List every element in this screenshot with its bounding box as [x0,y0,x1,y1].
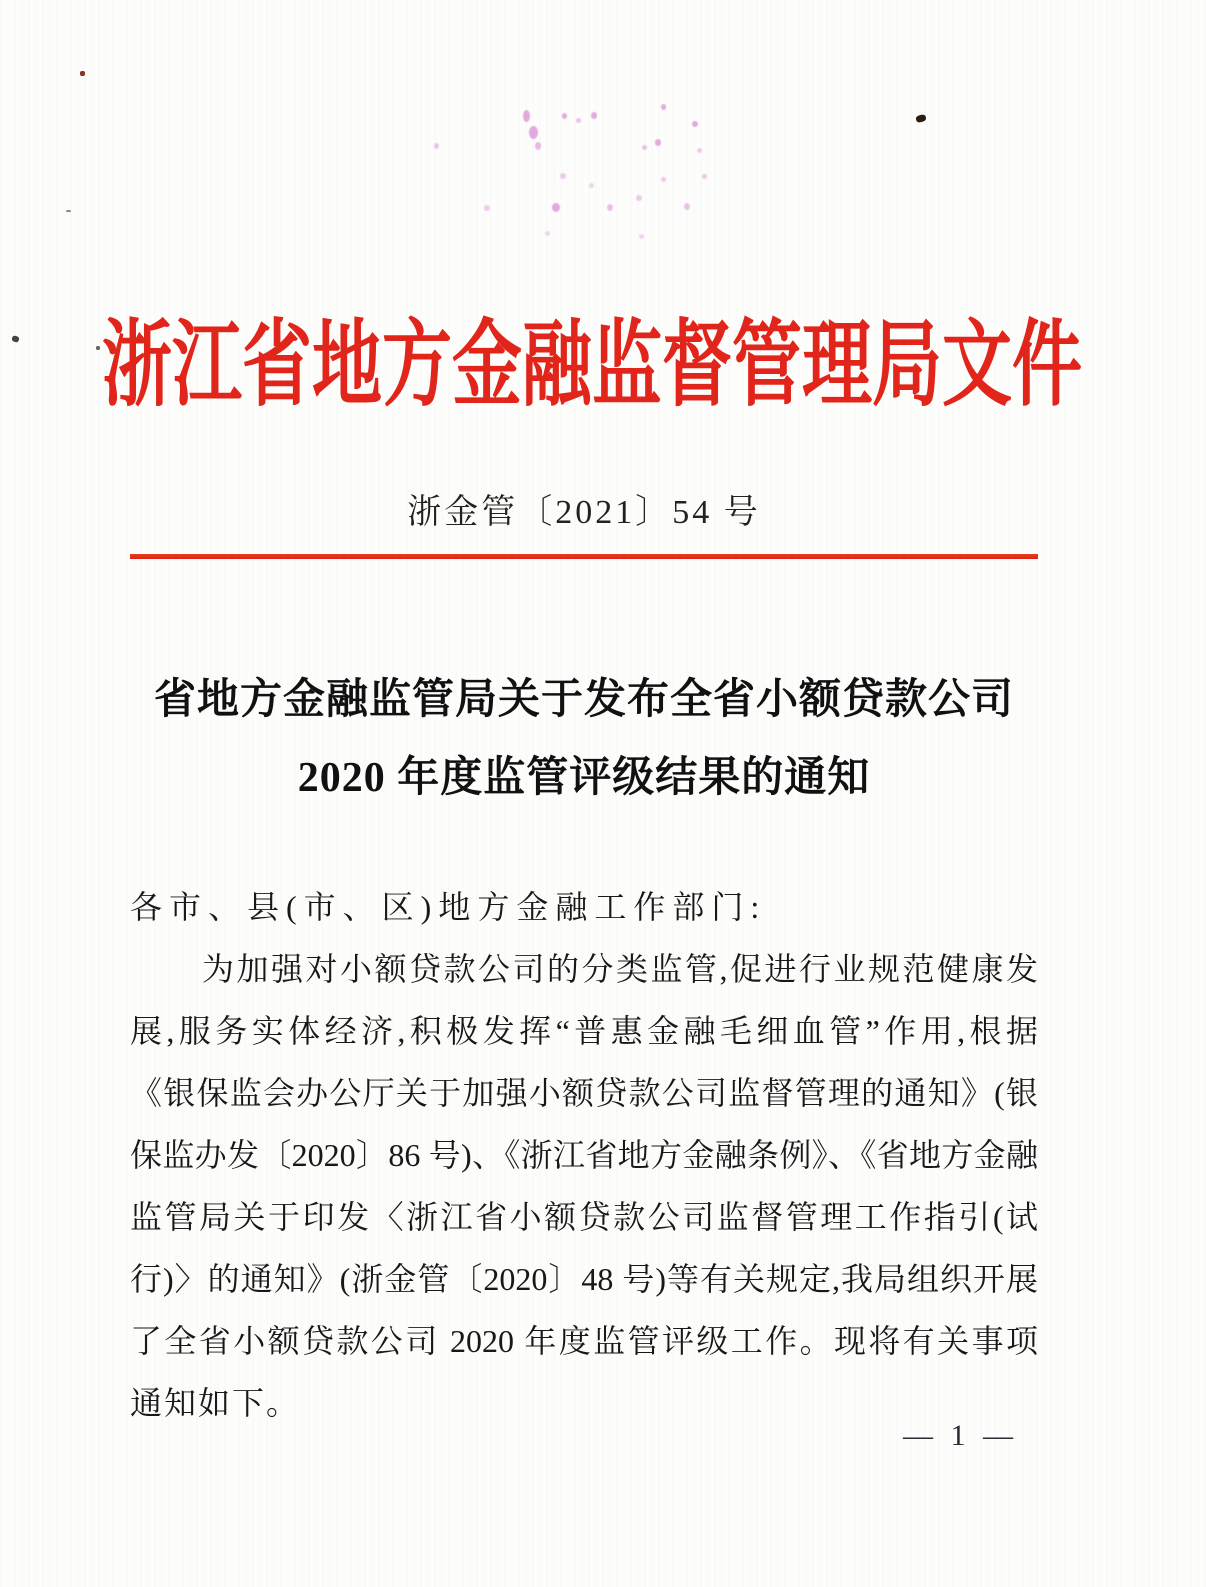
body-line: 行)〉的通知》(浙金管〔2020〕48 号)等有关规定,我局组织开展 [130,1261,1038,1297]
body-line: 为加强对小额贷款公司的分类监管,促进行业规范健康发 [202,951,1038,987]
document-number: 浙金管〔2021〕54 号 [407,494,761,531]
notice-title-line1: 省地方金融监管局关于发布全省小额贷款公司 [153,677,1014,723]
scan-speck [66,210,71,212]
scan-speck [915,114,926,123]
notice-body [130,876,1038,1434]
body-line: 保监办发〔2020〕86 号)、《浙江省地方金融条例》、《省地方金融 [130,1137,1038,1173]
notice-title-line2: 2020 年度监管评级结果的通知 [297,755,871,801]
scan-speck [96,346,100,350]
body-line: 监管局关于印发〈浙江省小额贷款公司监督管理工作指引(试 [130,1199,1038,1235]
body-line: 通知如下。 [130,1385,301,1421]
salutation-line: 各市、县(市、区)地方金融工作部门: [130,889,767,925]
red-separator-line [130,554,1038,559]
body-line: 《银保监会办公厅关于加强小额贷款公司监督管理的通知》(银 [130,1075,1038,1111]
scan-speck [80,71,85,76]
page-number: — 1 — [903,1419,1018,1452]
body-line: 展,服务实体经济,积极发挥“普惠金融毛细血管”作用,根据 [130,1013,1038,1049]
letterhead-agency-title: 浙江省地方金融监督管理局文件 [102,314,1082,418]
scan-speck [11,335,20,343]
body-line: 了全省小额贷款公司 2020 年度监管评级工作。现将有关事项 [130,1323,1038,1359]
notice-title [130,661,1038,817]
